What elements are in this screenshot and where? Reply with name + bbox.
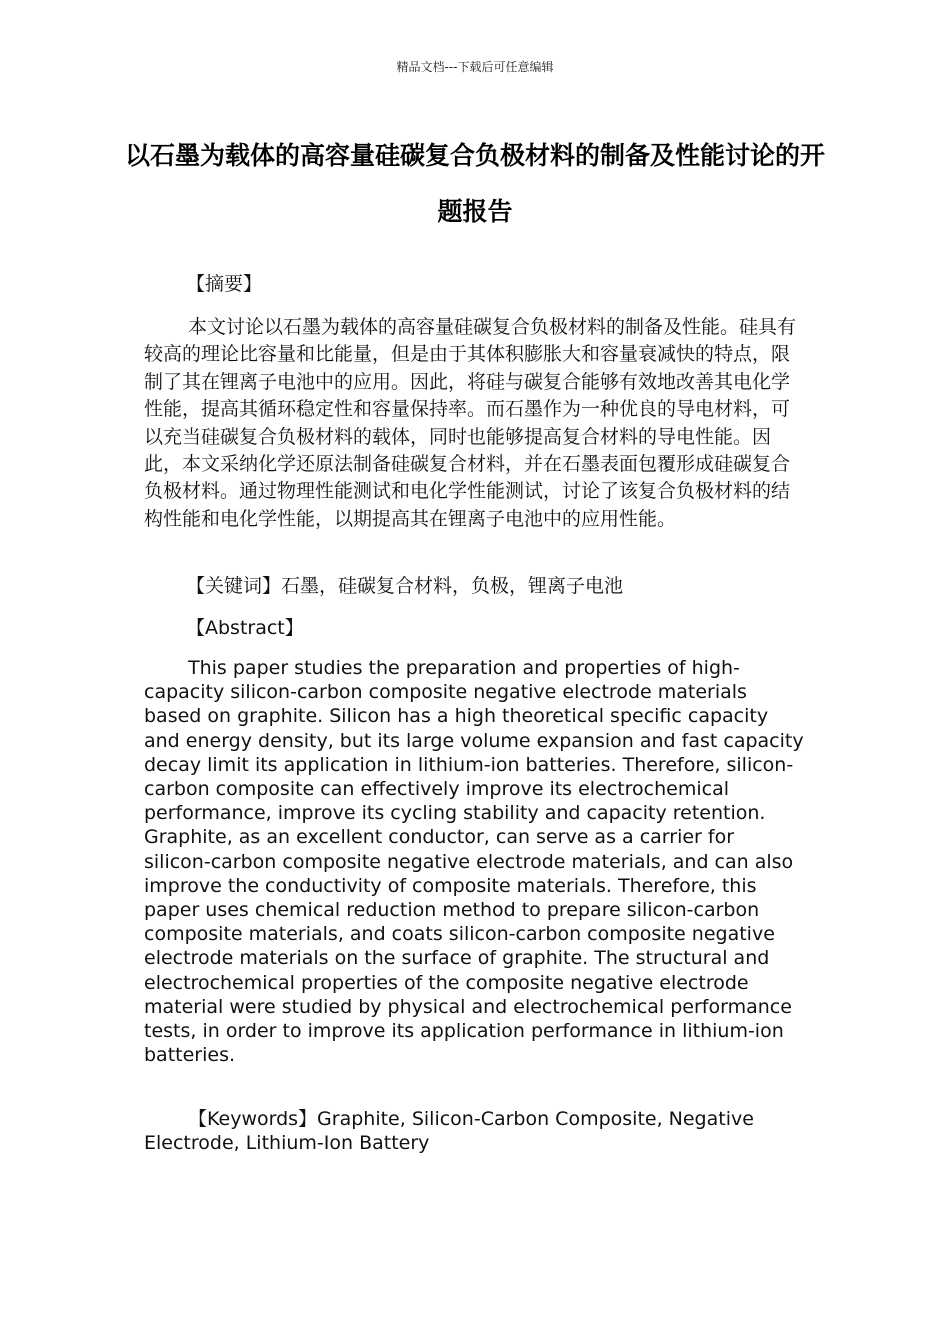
abstract-cn-label: 【摘要】 <box>186 273 263 295</box>
keywords-cn: 【关键词】石墨，硅碳复合材料，负极，锂离子电池 <box>186 575 624 597</box>
abstract-en-label: 【Abstract】 <box>186 617 304 639</box>
abstract-en-body: This paper studies the preparation and properties of high-capacity silicon-carbon composite negative electrode materials based on graphite. Silicon has a high theoretical specific capacity and energy density, but its large volume expansion and fast capacity decay limit its application in lithium-ion batteries. Therefore, silicon-carbon composite can effectively improve its electrochemical performance, improve its cycling stability and capacity retention. Graphite, as an excellent conductor, can serve as a carrier for silicon-carbon composite negative electrode materials, and can also improve the conductivity of composite materials. Therefore, this paper uses chemical reduction method to prepare silicon-carbon composite materials, and coats silicon-carbon composite negative electrode materials on the surface of graphite. The structural and electrochemical properties of the composite negative electrode material were studied by physical and electrochemical performance tests, in order to improve its application performance in lithium-ion batteries. <box>144 657 804 1067</box>
keywords-en: 【Keywords】Graphite, Silicon-Carbon Composite, Negative Electrode, Lithium-Ion Battery <box>144 1108 754 1155</box>
abstract-en-body-block <box>144 656 806 1067</box>
header-note: 精品文档---下载后可任意编辑 <box>396 60 554 74</box>
keywords-en-block <box>144 1107 806 1155</box>
abstract-cn-body: 本文讨论以石墨为载体的高容量硅碳复合负极材料的制备及性能。硅具有较高的理论比容量和比能量，但是由于其体积膨胀大和容量衰减快的特点，限制了其在锂离子电池中的应用。因此，将硅与碳复合能够有效地改善其电化学性能，提高其循环稳定性和容量保持率。而石墨作为一种优良的导电材料，可以充当硅碳复合负极材料的载体，同时也能够提高复合材料的导电性能。因此，本文采纳化学还原法制备硅碳复合材料，并在石墨表面包覆形成硅碳复合负极材料。通过物理性能测试和电化学性能测试，讨论了该复合负极材料的结构性能和电化学性能，以期提高其在锂离子电池中的应用性能。 <box>144 316 797 530</box>
abstract-cn-body-block <box>144 314 806 533</box>
document-title: 以石墨为载体的高容量硅碳复合负极材料的制备及性能讨论的开题报告 <box>124 141 825 226</box>
